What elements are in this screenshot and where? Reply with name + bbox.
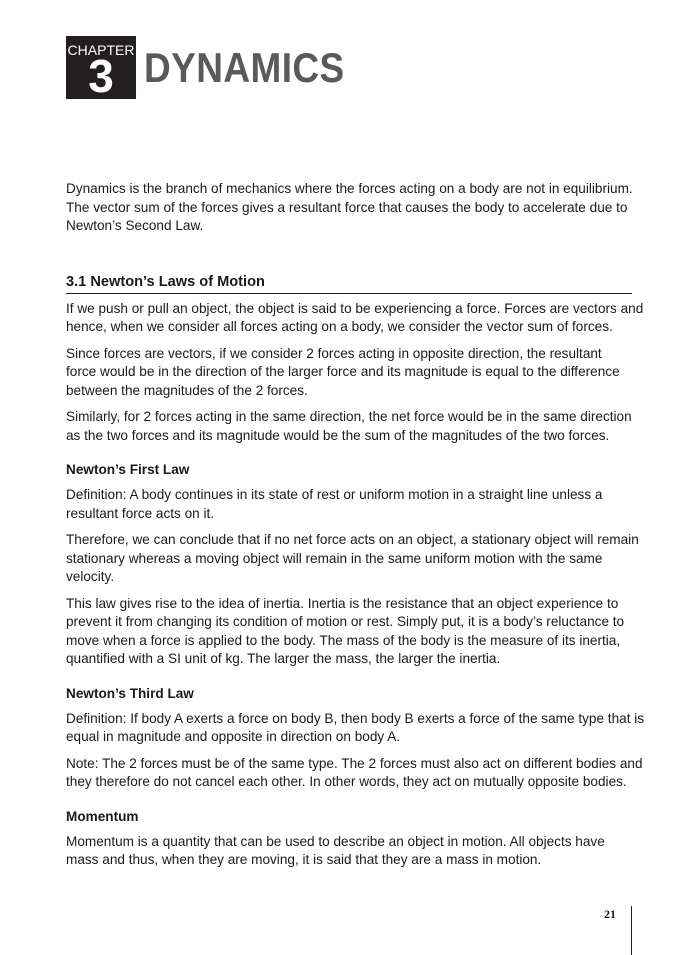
text-line: Newton’s Second Law. [66,218,204,233]
text-line: Therefore, we can conclude that if no net force acts on an object, a stationary object will remain [66,532,639,547]
paragraph [66,531,639,587]
text-line: as the two forces and its magnitude would be the sum of the magnitudes of the two forces. [66,427,610,443]
text-line: mass and thus, when they are moving, it is said that they are a mass in motion. [66,852,542,867]
text-line: quantified with a SI unit of kg. The larger the mass, the larger the inertia. [66,651,501,666]
text-line: Momentum is a quantity that can be used to describe an object in motion. All objects have [66,833,605,849]
chapter-badge [66,36,136,102]
text-line: velocity. [66,569,115,584]
text-line: they therefore do not cancel each other. In other words, they act on mutually opposite bodies. [66,774,627,789]
chapter-title: DYNAMICS [144,44,345,91]
third-law-heading: Newton’s Third Law [66,685,194,701]
page-number: 21 [604,907,616,921]
text-line: Similarly, for 2 forces acting in the same direction, the net force would be in the same direction [66,409,632,424]
text-line: equal in magnitude and opposite in direction on body A. [66,729,401,744]
paragraph [66,755,643,792]
page-content [66,180,645,878]
text-line: Dynamics is the branch of mechanics where the forces acting on a body are not in equilibrium. [66,181,633,196]
paragraph [66,345,632,401]
text-line: Definition: A body continues in its state of rest or uniform motion in a straight line unless a [66,487,603,502]
first-law-heading: Newton’s First Law [66,462,190,477]
section-heading: 3.1 Newton’s Laws of Motion [66,272,632,294]
paragraph [66,486,632,523]
paragraph [66,408,632,445]
intro-paragraph [66,180,632,236]
momentum-heading: Momentum [66,808,139,824]
chapter-label: CHAPTER [67,42,135,58]
page-number-rule [631,906,632,955]
paragraph [66,300,644,337]
text-line: This law gives rise to the idea of inertia. Inertia is the resistance that an object experience to [66,595,619,611]
text-line: Note: The 2 forces must be of the same type. The 2 forces must also act on different bodies and [66,755,643,771]
text-line: force would be in the direction of the larger force and its magnitude is equal to the difference [66,364,620,379]
text-line: prevent it from changing its condition of motion or rest. Simply put, it is a body’s reluctance to [66,614,625,629]
paragraph [66,710,645,747]
text-line: resultant force acts on it. [66,505,215,521]
text-line: hence, when we consider all forces acting on a body, we consider the vector sum of forces. [66,319,613,334]
paragraph [66,595,632,669]
text-line: stationary whereas a moving object will remain in the same uniform motion with the same [66,550,603,566]
text-line: The vector sum of the forces gives a resultant force that causes the body to accelerate due to [66,199,628,215]
paragraph [66,833,632,870]
text-line: Since forces are vectors, if we consider 2 forces acting in opposite direction, the resultant [66,345,602,361]
text-line: move when a force is applied to the body. The mass of the body is the measure of its inertia, [66,632,621,648]
text-line: Definition: If body A exerts a force on body B, then body B exerts a force of the same type that is [66,710,645,726]
chapter-number: 3 [88,50,114,102]
text-line: If we push or pull an object, the object is said to be experiencing a force. Forces are vectors and [66,300,644,316]
text-line: between the magnitudes of the 2 forces. [66,382,308,398]
